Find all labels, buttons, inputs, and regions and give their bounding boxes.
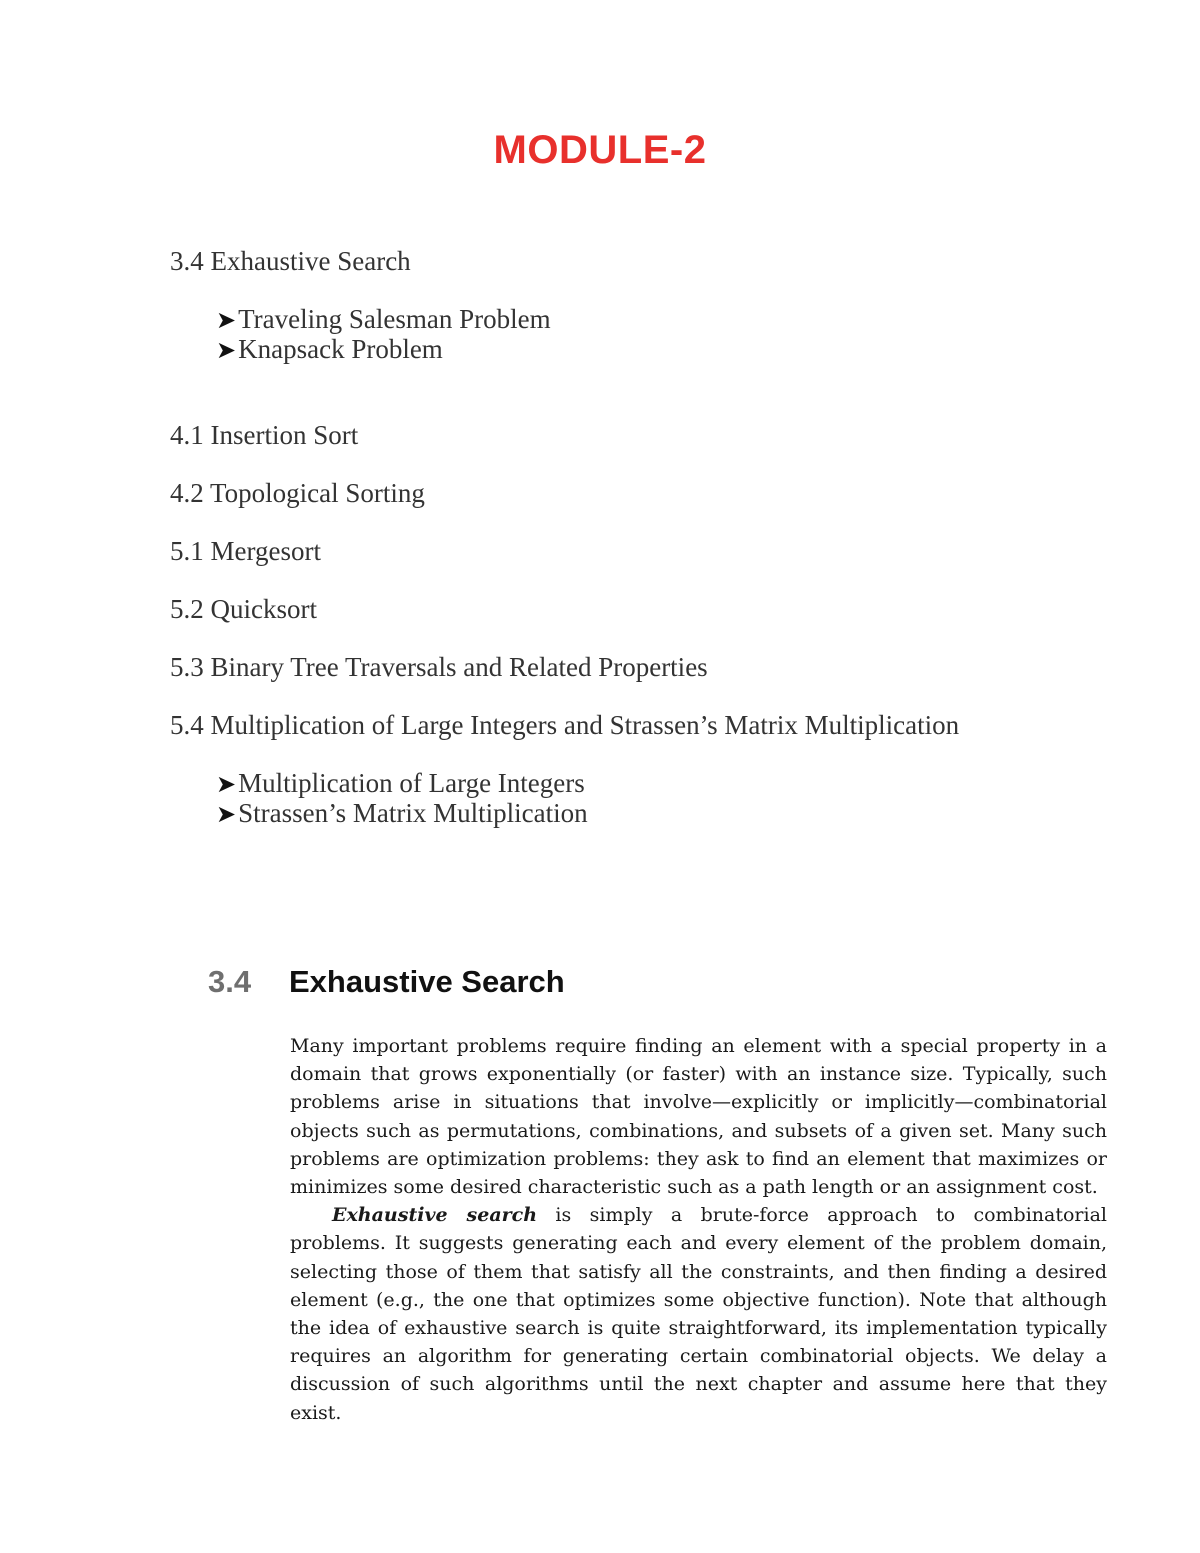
paragraph: Many important problems require finding an element with a special property in a domain that grows exponentially (or faster) with an instance size. Typically, such problems arise in situations that involve—explicitly or implicitly—combinatorial objects such as permutations, combinations, and subsets of a given set. Many such problems are optimization problems: they ask to find an element that maximizes or minimizes some desired characteristic such as a path length or an assignment cost.	[290, 1035, 1107, 1199]
toc-item-mergesort: 5.1 Mergesort	[170, 536, 321, 566]
arrow-bullet-icon: ➤	[216, 800, 237, 828]
section-heading	[208, 964, 565, 1000]
section-body	[290, 1032, 1107, 1427]
arrow-bullet-icon: ➤	[216, 306, 237, 334]
toc-subitem-large-integers	[216, 768, 585, 799]
toc-item-topological-sorting: 4.2 Topological Sorting	[170, 478, 425, 508]
toc-item-insertion-sort: 4.1 Insertion Sort	[170, 420, 359, 450]
toc-subitem-label: Traveling Salesman Problem	[238, 304, 551, 334]
paragraph-text: is simply a brute-force approach to combinatorial problems. It suggests generating each and every element of the problem domain, selecting those of them that satisfy all the constraints, and then finding a desired element (e.g., the one that optimizes some objective function). Note that although the idea of exhaustive search is quite straightforward, its implementation typically requires an algorithm for generating certain combinatorial objects. We delay a discussion of such algorithms until the next chapter and assume here that they exist.	[290, 1204, 1107, 1424]
arrow-bullet-icon: ➤	[216, 336, 237, 364]
defined-term: Exhaustive search	[332, 1204, 538, 1227]
toc-item-quicksort: 5.2 Quicksort	[170, 594, 317, 624]
toc-subitem-label: Knapsack Problem	[238, 334, 443, 364]
toc-subitem-knapsack	[216, 334, 443, 365]
paragraph	[290, 1201, 1107, 1427]
toc-subitem-strassen	[216, 798, 588, 829]
arrow-bullet-icon: ➤	[216, 770, 237, 798]
toc-item-binary-tree-traversals: 5.3 Binary Tree Traversals and Related Properties	[170, 652, 708, 682]
toc-subitem-label: Strassen’s Matrix Multiplication	[238, 798, 588, 828]
toc-item-multiplication-strassen: 5.4 Multiplication of Large Integers and Strassen’s Matrix Multiplication	[170, 710, 960, 740]
module-title: MODULE-2	[493, 128, 707, 172]
toc-subitem-label: Multiplication of Large Integers	[238, 768, 585, 798]
section-number: 3.4	[208, 964, 252, 999]
section-title: Exhaustive Search	[289, 964, 565, 999]
toc-subitem-traveling-salesman	[216, 304, 551, 335]
toc-item-exhaustive-search: 3.4 Exhaustive Search	[170, 246, 411, 276]
